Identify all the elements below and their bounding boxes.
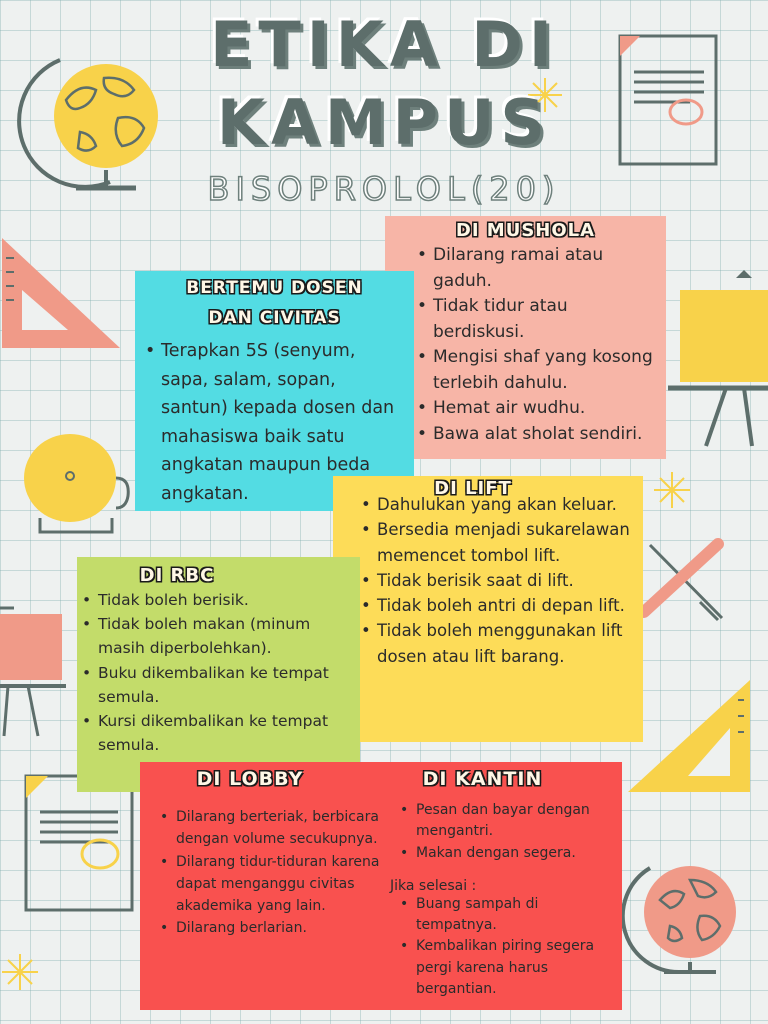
rule-list — [390, 894, 622, 1000]
list-item: • Kursi dikembalikan ke tempat semula. — [98, 709, 356, 757]
rule-list — [140, 806, 390, 940]
list-item: • Dilarang berlarian. — [176, 917, 390, 939]
list-item: • Tidak boleh antri di depan lift. — [377, 593, 637, 618]
list-item: • Mengisi shaf yang kosong terlebih dahulu. — [433, 345, 658, 396]
document-icon — [26, 776, 132, 910]
list-item: • Tidak boleh makan (minum masih diperbolehkan). — [98, 612, 356, 660]
list-item: • Buku dikembalikan ke tempat semula. — [98, 661, 356, 709]
list-item: • Dilarang berteriak, berbicara dengan volume secukupnya. — [176, 806, 390, 851]
panel-lobby-kantin — [140, 762, 622, 1010]
list-item: • Buang sampah di tempatnya. — [416, 894, 622, 937]
kantin-note: Jika selesai : — [390, 877, 477, 894]
page-subtitle: BISOPROLOL(20) — [207, 170, 561, 208]
list-item: • Tidak tidur atau berdiskusi. — [433, 294, 658, 345]
list-item: • Makan dengan segera. — [416, 843, 622, 864]
rule-list — [385, 243, 666, 447]
list-item: • Tidak boleh berisik. — [98, 588, 356, 612]
rule-list — [390, 800, 622, 864]
sparkle-icon — [2, 954, 38, 990]
list-item: • Bersedia menjadi sukarelawan memencet tombol lift. — [377, 517, 637, 568]
easel-icon — [0, 608, 66, 736]
sparkle-icon — [654, 472, 690, 508]
panel-title: DI RBC — [139, 565, 215, 586]
panel-mushola — [385, 216, 666, 459]
panel-title: DI MUSHOLA — [455, 220, 596, 241]
panel-dosen — [135, 271, 414, 511]
panel-title-line2: DAN CIVITAS — [208, 308, 341, 328]
panel-lift — [333, 476, 643, 742]
list-item: • Tidak boleh menggunakan lift dosen atau lift barang. — [377, 618, 637, 669]
rule-list — [77, 588, 360, 757]
panel-title: DI LOBBY — [196, 768, 304, 790]
page-title-line2: KAMPUS — [216, 86, 552, 159]
list-item: • Dahulukan yang akan keluar. — [377, 492, 637, 517]
rule-list — [333, 476, 643, 669]
list-item: • Tidak berisik saat di lift. — [377, 568, 637, 593]
panel-title: DI KANTIN — [422, 768, 543, 790]
panel-title-line1: BERTEMU DOSEN — [186, 278, 363, 298]
list-item: • Dilarang ramai atau gaduh. — [433, 243, 658, 294]
panel-title — [135, 273, 414, 333]
section-kantin — [390, 762, 622, 1000]
ruler-triangle-icon — [628, 680, 750, 792]
list-item: • Dilarang tidur-tiduran karena dapat menganggu civitas akademika yang lain. — [176, 851, 390, 918]
list-item: • Terapkan 5S (senyum, sapa, salam, sopan, santun) kepada dosen dan mahasiswa baik satu angkatan maupun beda angkatan. — [161, 337, 408, 508]
ruler-triangle-icon — [2, 238, 120, 348]
section-lobby — [140, 762, 390, 940]
list-item: • Pesan dan bayar dengan mengantri. — [416, 800, 622, 843]
list-item: • Kembalikan piring segera pergi karena harus bergantian. — [416, 936, 622, 1000]
pencil-icon — [644, 544, 722, 620]
list-item: • Hemat air wudhu. — [433, 396, 658, 422]
panel-title: DI LIFT — [434, 478, 512, 499]
list-item: • Bawa alat sholat sendiri. — [433, 422, 658, 448]
panel-rbc — [77, 557, 360, 792]
easel-icon — [668, 270, 768, 446]
bell-icon — [24, 434, 128, 532]
globe-icon — [623, 866, 736, 972]
page-title-line1: ETIKA DI — [210, 8, 558, 81]
